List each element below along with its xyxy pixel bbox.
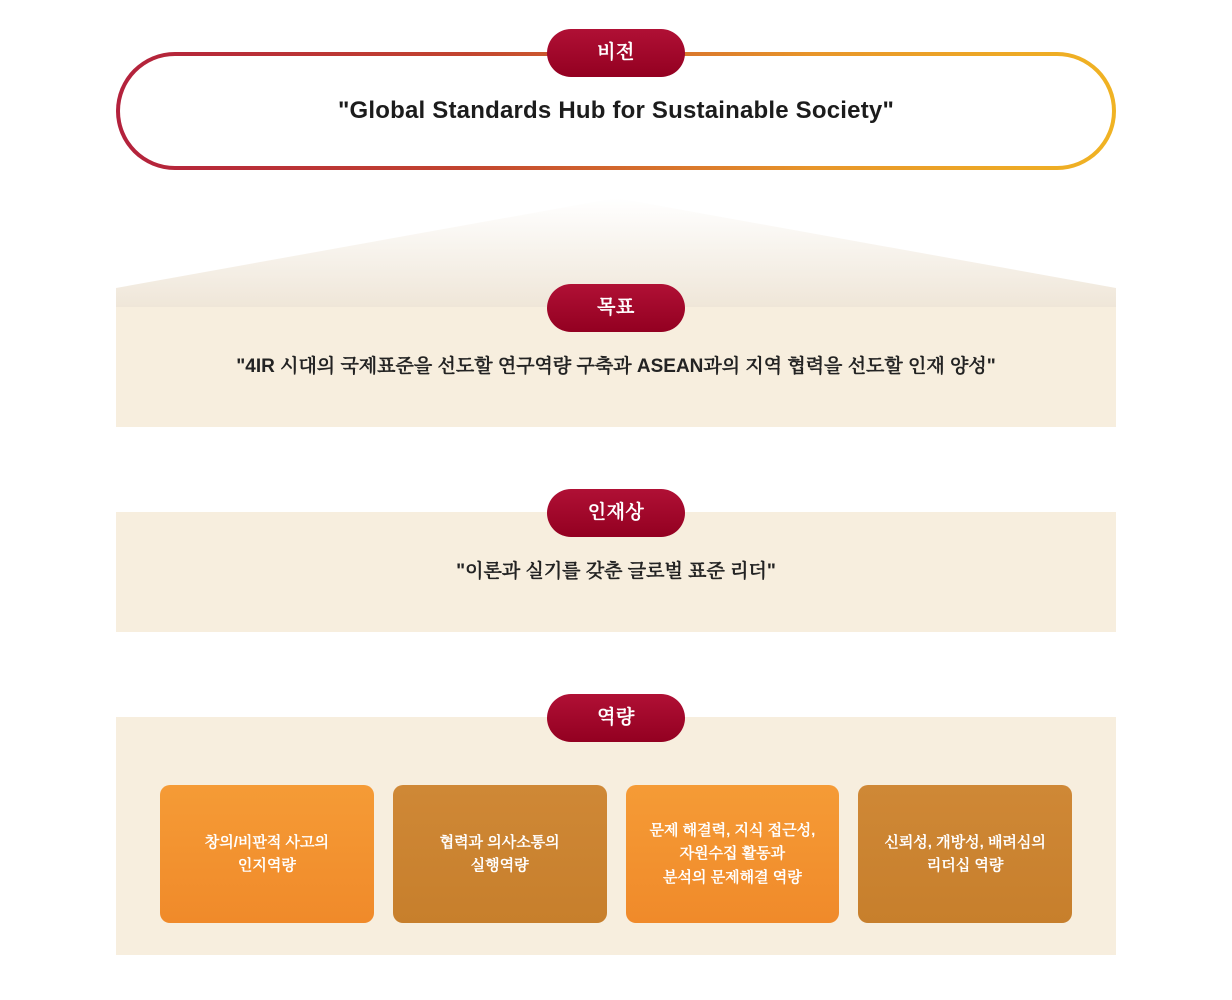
badge-talent: 인재상	[547, 489, 685, 537]
competency-panel	[116, 717, 1116, 955]
badge-vision: 비전	[547, 29, 685, 77]
competency-card	[393, 785, 607, 923]
competency-card	[626, 785, 840, 923]
competency-card-line: 신뢰성, 개방성, 배려심의	[884, 833, 1046, 851]
competency-card-list	[160, 785, 1072, 923]
competency-card-line: 자원수집 활동과	[679, 845, 786, 863]
competency-card-line: 협력과 의사소통의	[439, 833, 560, 851]
goal-statement: "4IR 시대의 국제표준을 선도할 연구역량 구축과 ASEAN과의 지역 협력을 선도할 인재 양성"	[236, 355, 996, 377]
competency-card-line: 실행역량	[470, 857, 529, 874]
competency-card	[858, 785, 1072, 923]
competency-card-line: 인지역량	[237, 857, 296, 874]
badge-goal: 목표	[547, 284, 685, 332]
competency-card-line: 문제 해결력, 지식 접근성,	[649, 822, 816, 840]
talent-statement: "이론과 실기를 갖춘 글로벌 표준 리더"	[456, 560, 776, 582]
competency-card-line: 리더십 역량	[926, 857, 1004, 874]
competency-card	[160, 785, 374, 923]
competency-card-line: 분석의 문제해결 역량	[663, 868, 802, 886]
competency-card-line: 창의/비판적 사고의	[204, 833, 329, 851]
badge-competency: 역량	[547, 694, 685, 742]
vision-statement: "Global Standards Hub for Sustainable Society"	[337, 97, 895, 124]
